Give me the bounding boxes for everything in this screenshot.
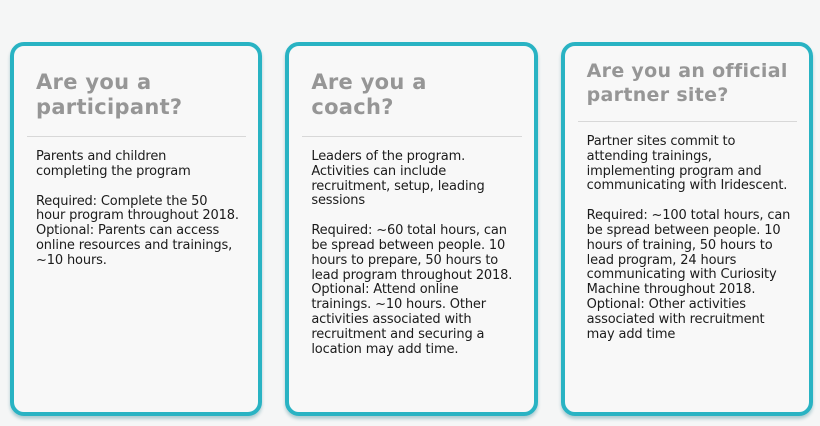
card-coach xyxy=(285,42,537,416)
card-coach-title: Are you a coach? xyxy=(311,70,427,119)
card-coach-requirements: Required: ~60 total hours, can be spread between people. 10 hours to prepare, 50 hours to lead program throughout 2018. Optional: Attend online trainings. ~10 hours. Other activities associated with recruitment and securing a location may add time. xyxy=(311,223,513,357)
card-participant-description: Parents and children completing the program xyxy=(36,149,191,179)
card-partner-site-requirements: Required: ~100 total hours, can be spread between people. 10 hours of training, 50 hours to lead program, 24 hours communicating with Curiosity Machine throughout 2018. Optional: Other activities associated with recruitment may add time xyxy=(586,208,791,342)
card-participant-requirements: Required: Complete the 50 hour program throughout 2018. Optional: Parents can access online resources and trainings, ~10 hours. xyxy=(36,193,239,268)
card-partner-site xyxy=(561,42,813,416)
card-participant-divider xyxy=(27,136,246,137)
card-participant-title: Are you a participant? xyxy=(36,70,183,119)
card-coach-divider xyxy=(302,136,521,137)
card-coach-description: Leaders of the program. Activities can include recruitment, setup, leading sessions xyxy=(311,149,485,209)
card-participant xyxy=(10,42,262,416)
card-partner-site-description: Partner sites commit to attending trainings, implementing program and communicating with Iridescent. xyxy=(586,134,788,194)
card-partner-site-title: Are you an official partner site? xyxy=(586,60,788,106)
card-partner-site-divider xyxy=(578,121,797,122)
